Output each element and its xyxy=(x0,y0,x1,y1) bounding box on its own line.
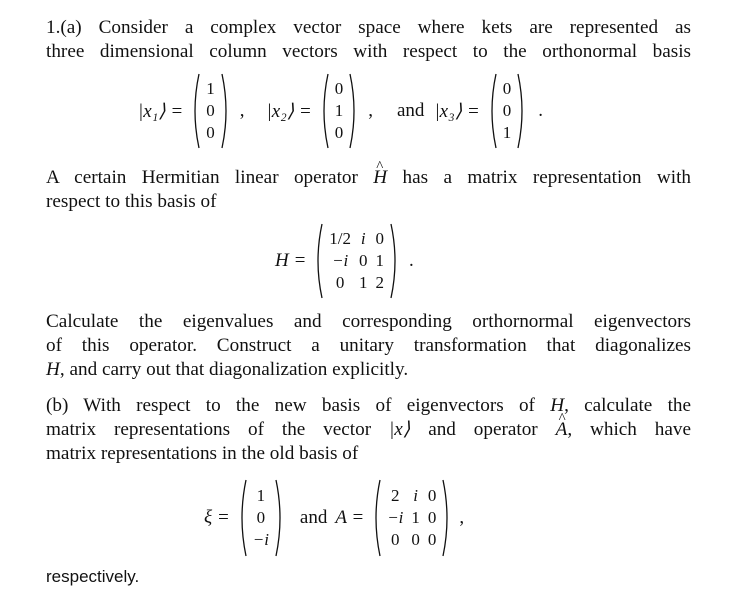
H-cell: 1 xyxy=(375,251,385,270)
H-trail: . xyxy=(409,250,414,271)
ket-1-label: |x₁⟩ = xyxy=(138,100,184,122)
xi-A-and-word: and xyxy=(299,507,328,528)
A-cell: 0 xyxy=(427,486,437,505)
A-matrix xyxy=(370,478,453,558)
A-cell: 2 xyxy=(391,486,400,505)
task-line-3-var: H xyxy=(46,359,60,380)
A-cell: −i xyxy=(387,508,404,527)
A-cell: 0 xyxy=(427,530,437,549)
H-cell: −i xyxy=(332,251,349,270)
ket-2-entry: 0 xyxy=(334,123,344,142)
operator-line-1-post: has a matrix representation with xyxy=(402,167,692,188)
H-cell: i xyxy=(360,229,366,248)
H-cell: 0 xyxy=(359,251,368,270)
ket-3-entry: 0 xyxy=(502,79,512,98)
H-cell: 2 xyxy=(375,273,385,292)
A-cell: 0 xyxy=(411,530,420,549)
H-cell: 1 xyxy=(359,273,368,292)
ket-2-entry: 1 xyxy=(334,101,344,120)
xi-entry: 0 xyxy=(256,508,266,527)
ket-3-label: |x₃⟩ = xyxy=(434,100,480,122)
basis-kets-equation xyxy=(138,72,543,150)
part-b-line-2-post: , which have xyxy=(567,419,691,440)
ket-2-vector xyxy=(318,72,361,150)
H-cell: 1/2 xyxy=(329,229,352,248)
A-cell: 0 xyxy=(427,508,437,527)
intro-line-1: Consider a complex vector space where kets are represented as xyxy=(98,17,692,38)
A-cell: i xyxy=(413,486,419,505)
xi-label: ξ = xyxy=(204,507,230,528)
xi-A-equation xyxy=(204,478,464,558)
ket-3-entry: 0 xyxy=(502,101,512,120)
ket-1-trail: , xyxy=(239,100,245,121)
H-cell: 0 xyxy=(335,273,345,292)
part-b-paragraph xyxy=(46,394,691,466)
A-cell: 1 xyxy=(411,508,420,527)
A-label: A = xyxy=(335,507,365,528)
ket-3-vector xyxy=(486,72,529,150)
A-trail: , xyxy=(459,507,465,528)
H-matrix-equation xyxy=(275,222,414,300)
closing-word: respectively. xyxy=(46,567,140,586)
ket-2-trail: , xyxy=(368,100,373,121)
operator-line-1-pre: A certain Hermitian linear operator xyxy=(46,167,358,188)
xi-entry: 1 xyxy=(256,486,266,505)
part-b-line-2-ket: |x⟩ xyxy=(389,419,411,440)
ket-1-entry: 0 xyxy=(206,101,215,120)
ket-3-entry: 1 xyxy=(502,123,512,142)
H-cell: 0 xyxy=(375,229,385,248)
part-a-label: 1.(a) xyxy=(46,17,82,38)
part-b-line-2-mid: and operator xyxy=(428,419,538,440)
part-b-line-1-post: , calculate the xyxy=(564,395,692,416)
H-matrix xyxy=(312,222,401,300)
intro-line-2: three dimensional column vectors with respect to the orthonormal basis xyxy=(46,41,691,62)
A-cell: 0 xyxy=(391,530,400,549)
part-b-line-3: matrix representations in the old basis of xyxy=(46,443,359,464)
part-a-intro xyxy=(46,16,691,64)
xi-entry: −i xyxy=(252,530,269,549)
operator-paragraph xyxy=(46,166,691,214)
ket-1-vector xyxy=(189,72,232,150)
ket-1-entry: 0 xyxy=(206,123,215,142)
task-line-1: Calculate the eigenvalues and corresponding orthornormal eigenvectors xyxy=(46,311,691,332)
xi-vector xyxy=(236,478,286,558)
task-paragraph xyxy=(46,310,691,382)
ket-1-entry: 1 xyxy=(206,79,215,98)
ket-2-label: |x₂⟩ = xyxy=(266,100,312,122)
task-line-3-rest: , and carry out that diagonalization explicitly. xyxy=(59,359,409,380)
operator-H-hat: ^ H xyxy=(373,166,387,190)
part-b-line-2-op: ^ A xyxy=(556,418,568,442)
ket-3-trail: . xyxy=(538,100,543,121)
H-label: H = xyxy=(275,250,307,271)
ket-2-entry: 0 xyxy=(334,79,344,98)
part-b-line-2-pre: matrix representations of the vector xyxy=(46,419,372,440)
part-b-line-1-pre: (b) With respect to the new basis of eigenvectors of xyxy=(46,395,535,416)
task-line-2: of this operator. Construct a unitary transformation that diagonalizes xyxy=(46,335,691,356)
part-b-line-1-var: H xyxy=(550,395,565,416)
and-word: and xyxy=(397,100,425,121)
operator-line-2: respect to this basis of xyxy=(46,191,217,212)
